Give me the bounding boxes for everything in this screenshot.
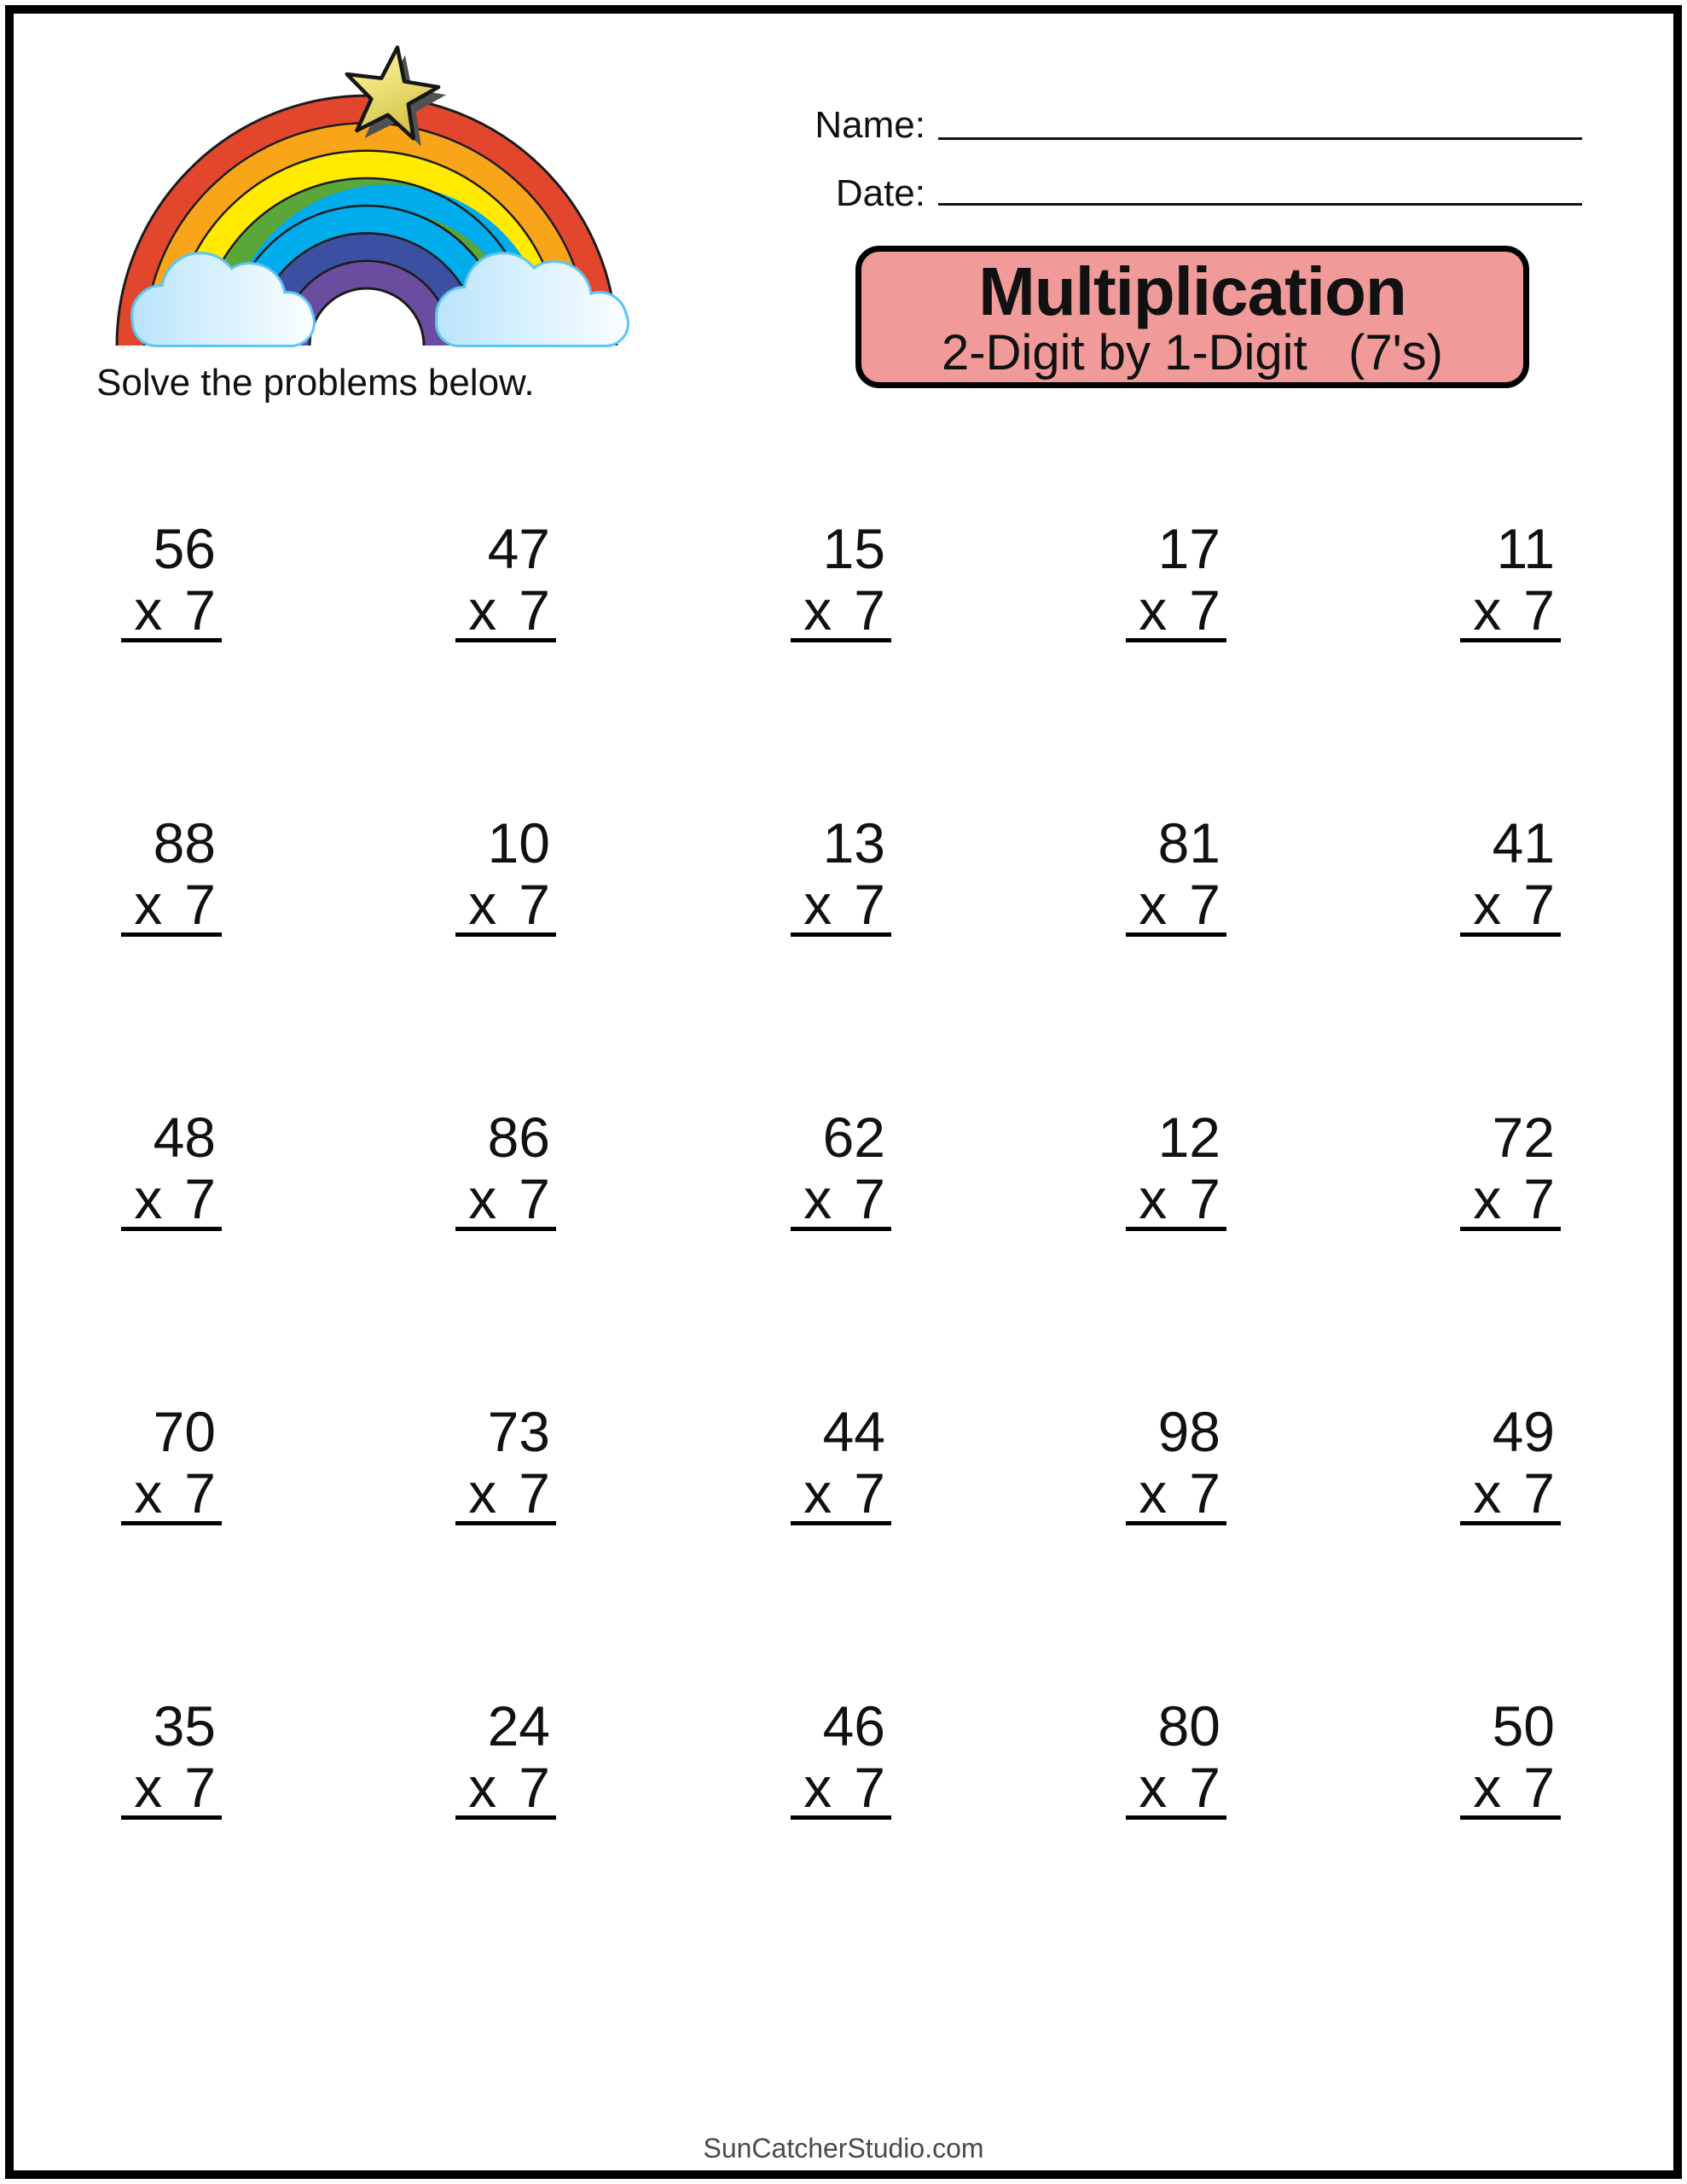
multiply-sign: x (134, 1167, 163, 1230)
multiplier: 7 (519, 1756, 550, 1819)
multiplier: 7 (184, 1167, 216, 1230)
multiplier: 7 (519, 873, 550, 936)
multiplier: 7 (854, 1167, 885, 1230)
multiplicand: 13 (822, 811, 885, 874)
multiplier: 7 (1523, 1167, 1555, 1230)
problem-cell (79, 1401, 216, 1525)
multiply-sign: x (803, 1461, 832, 1525)
problem-cell (414, 1107, 550, 1231)
multiply-sign: x (1473, 1756, 1502, 1819)
problem-cell (79, 518, 216, 642)
worksheet-title-box (855, 246, 1529, 388)
problem-cell (749, 812, 885, 937)
multiplier: 7 (854, 1756, 885, 1819)
multiply-sign: x (1139, 1461, 1168, 1525)
multiply-sign: x (1139, 873, 1168, 936)
multiply-sign: x (468, 1461, 497, 1525)
multiplier: 7 (184, 1756, 216, 1819)
problem-cell (414, 518, 550, 642)
multiply-sign: x (803, 1167, 832, 1230)
problem-cell (749, 1107, 885, 1231)
multiplicand: 72 (1492, 1106, 1555, 1169)
problem-cell (1084, 1401, 1220, 1525)
multiplier: 7 (1189, 873, 1220, 936)
multiplier: 7 (1189, 578, 1220, 642)
problem-cell (1084, 1107, 1220, 1231)
multiply-sign: x (468, 1756, 497, 1819)
multiplier: 7 (519, 1461, 550, 1525)
problem-cell (1418, 812, 1555, 937)
date-blank-line (938, 203, 1582, 206)
multiply-sign: x (134, 1461, 163, 1525)
worksheet-title: Multiplication (978, 253, 1406, 329)
name-label: Name: (815, 104, 925, 146)
problem-cell (414, 812, 550, 937)
multiplier: 7 (854, 578, 885, 642)
multiply-sign: x (1139, 1756, 1168, 1819)
multiplier: 7 (1523, 1756, 1555, 1819)
instruction-text: Solve the problems below. (96, 362, 535, 404)
multiplier: 7 (1523, 873, 1555, 936)
multiplicand: 81 (1157, 811, 1220, 874)
multiplier: 7 (184, 873, 216, 936)
multiply-sign: x (1473, 1167, 1502, 1230)
multiplicand: 70 (153, 1400, 216, 1463)
problem-cell (749, 1695, 885, 1820)
problem-cell (1084, 812, 1220, 937)
problem-cell (1084, 518, 1220, 642)
multiplicand: 44 (822, 1400, 885, 1463)
multiplier: 7 (519, 1167, 550, 1230)
multiplier: 7 (854, 873, 885, 936)
multiplier: 7 (184, 578, 216, 642)
problem-cell (414, 1401, 550, 1525)
problem-cell (1418, 1107, 1555, 1231)
multiply-sign: x (1473, 1461, 1502, 1525)
multiplicand: 88 (153, 811, 216, 874)
problem-cell (79, 1695, 216, 1820)
multiplicand: 41 (1492, 811, 1555, 874)
multiply-sign: x (803, 1756, 832, 1819)
problem-cell (79, 812, 216, 937)
multiplicand: 47 (487, 517, 550, 580)
worksheet-subtitle: 2-Digit by 1-Digit (7's) (942, 324, 1443, 380)
multiplicand: 56 (153, 517, 216, 580)
problem-cell (1418, 1401, 1555, 1525)
multiply-sign: x (803, 873, 832, 936)
problem-cell (1084, 1695, 1220, 1820)
problem-cell (79, 1107, 216, 1231)
multiply-sign: x (468, 1167, 497, 1230)
multiplier: 7 (519, 578, 550, 642)
multiplicand: 35 (153, 1694, 216, 1757)
multiplicand: 46 (822, 1694, 885, 1757)
multiplicand: 48 (153, 1106, 216, 1169)
multiplicand: 17 (1157, 517, 1220, 580)
multiply-sign: x (134, 873, 163, 936)
multiplicand: 73 (487, 1400, 550, 1463)
multiply-sign: x (468, 578, 497, 642)
multiply-sign: x (1139, 578, 1168, 642)
multiplier: 7 (1189, 1461, 1220, 1525)
multiplicand: 11 (1496, 517, 1555, 580)
multiplier: 7 (1189, 1756, 1220, 1819)
multiplier: 7 (184, 1461, 216, 1525)
multiplicand: 15 (822, 517, 885, 580)
multiplier: 7 (1523, 1461, 1555, 1525)
rainbow-illustration (72, 34, 652, 351)
multiplicand: 98 (1157, 1400, 1220, 1463)
multiply-sign: x (1473, 873, 1502, 936)
problem-cell (414, 1695, 550, 1820)
multiply-sign: x (468, 873, 497, 936)
multiply-sign: x (134, 578, 163, 642)
multiplier: 7 (1189, 1167, 1220, 1230)
multiply-sign: x (134, 1756, 163, 1819)
multiply-sign: x (1473, 578, 1502, 642)
name-blank-line (938, 137, 1582, 140)
multiplicand: 80 (1157, 1694, 1220, 1757)
multiplier: 7 (1523, 578, 1555, 642)
multiplicand: 24 (487, 1694, 550, 1757)
multiplicand: 49 (1492, 1400, 1555, 1463)
problem-cell (749, 518, 885, 642)
multiplier: 7 (854, 1461, 885, 1525)
problem-cell (1418, 518, 1555, 642)
footer-watermark: SunCatcherStudio.com (703, 2133, 984, 2164)
date-label: Date: (835, 172, 925, 214)
multiplicand: 86 (487, 1106, 550, 1169)
multiplicand: 10 (487, 811, 550, 874)
problem-cell (1418, 1695, 1555, 1820)
multiplicand: 12 (1157, 1106, 1220, 1169)
multiplicand: 50 (1492, 1694, 1555, 1757)
multiplicand: 62 (822, 1106, 885, 1169)
problem-cell (749, 1401, 885, 1525)
multiply-sign: x (1139, 1167, 1168, 1230)
multiply-sign: x (803, 578, 832, 642)
